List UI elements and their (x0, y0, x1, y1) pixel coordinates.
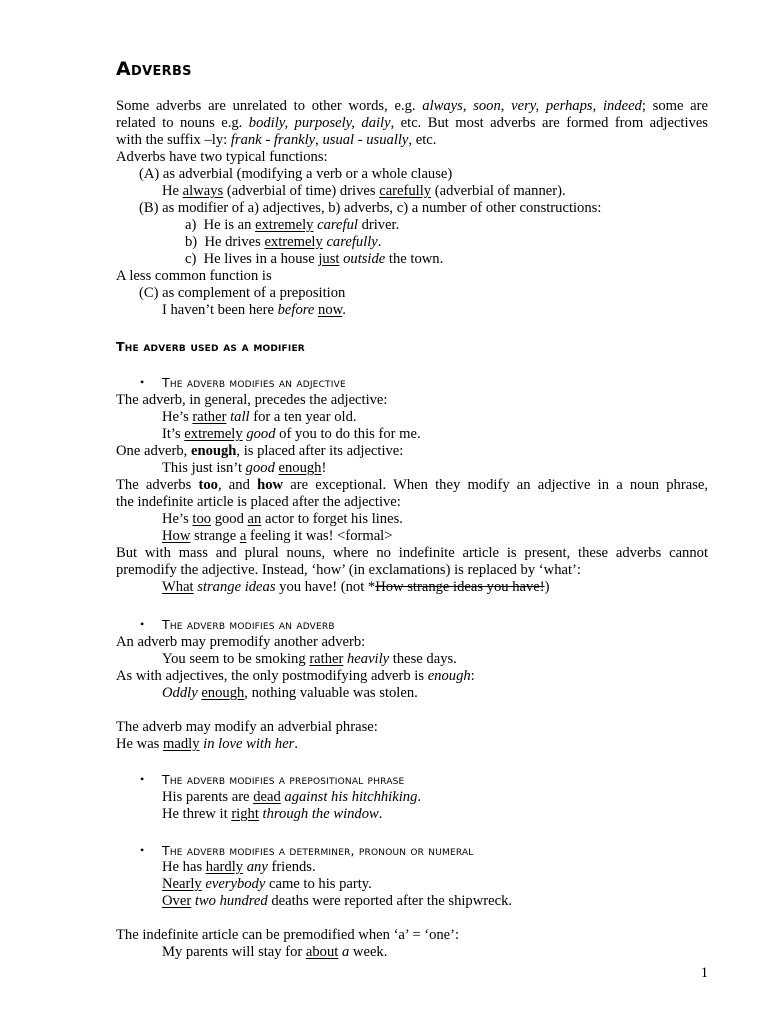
text-line (116, 736, 708, 753)
text-line (116, 149, 708, 166)
underlined-word: right (231, 806, 259, 822)
text-line (162, 944, 708, 961)
italic-text: good (245, 460, 275, 476)
text-run: The indefinite article can be premodified when ‘a’ = ‘one’: (116, 927, 460, 943)
text-run: ! (321, 460, 327, 476)
page-number: 1 (700, 965, 708, 981)
text-run: He (162, 183, 183, 199)
text-line (162, 528, 708, 545)
text-run: . (342, 302, 346, 318)
text-line (162, 651, 708, 668)
section-heading: The adverb modifies a prepositional phrase (162, 772, 405, 787)
struck-text: How strange ideas you have! (375, 579, 545, 595)
text-line (185, 251, 708, 268)
text-line (116, 494, 708, 511)
text-line (116, 562, 708, 579)
text-line (116, 668, 708, 685)
text-line (162, 426, 708, 443)
italic-text: strange ideas (197, 579, 276, 595)
bullet-heading (140, 771, 708, 788)
text-run: ; some are (641, 98, 708, 114)
underlined-word: Nearly (162, 876, 202, 892)
text-line (162, 302, 708, 319)
text-run: He threw it (162, 806, 232, 822)
text-line (162, 460, 708, 477)
underlined-word: madly (163, 736, 200, 752)
bullet-heading (140, 374, 708, 391)
section-heading: The adverb used as a modifier (116, 339, 305, 354)
italic-text: frank - frankly (230, 132, 316, 148)
italic-text: a (341, 944, 350, 960)
italic-text: in love with her (203, 736, 295, 752)
text-run: Some adverbs are unrelated to other words, e.g. (116, 98, 423, 114)
text-run: A less common function is (116, 268, 272, 284)
text-run: Adverbs have two typical functions: (116, 149, 328, 165)
text-run: the town. (385, 251, 444, 267)
section-heading: The adverb modifies an adverb (162, 617, 335, 632)
underlined-word: Over (162, 893, 192, 909)
text-run: c) He lives in a house (185, 251, 319, 267)
text-run: premodify the adjective. Instead, ‘how’ (in exclamations) is replaced by ‘what’: (116, 562, 581, 578)
text-line (162, 893, 708, 910)
italic-text: heavily (347, 651, 390, 667)
italic-text: careful (317, 217, 358, 233)
underlined-word: How (162, 528, 191, 544)
text-line (116, 634, 708, 651)
underlined-word: a (239, 528, 247, 544)
text-line (162, 183, 708, 200)
text-run: (A) as adverbial (modifying a verb or a whole clause) (139, 166, 453, 182)
underlined-word: about (305, 944, 339, 960)
section-heading: The adverb modifies an adjective (162, 375, 346, 390)
text-run: . (417, 789, 422, 805)
text-run: the indefinite article is placed after the adjective: (116, 494, 401, 510)
text-line (162, 511, 708, 528)
text-run: week. (349, 944, 388, 960)
text-run: actor to forget his lines. (261, 511, 403, 527)
text-run: It’s (162, 426, 185, 442)
text-line (116, 477, 708, 494)
text-run: , etc. (408, 132, 437, 148)
underlined-word: extremely (264, 234, 323, 250)
bullet-heading (140, 616, 708, 633)
text-run: ) (544, 579, 550, 595)
bold-word: too (198, 477, 218, 493)
text-line (116, 443, 708, 460)
text-run: He’s (162, 511, 193, 527)
italic-text: Oddly (162, 685, 198, 701)
text-run: are exceptional. When they modify an adjective in a noun phrase, (283, 477, 708, 493)
text-run: with the suffix –ly: (116, 132, 231, 148)
page-title: Adverbs (116, 58, 192, 80)
text-line (116, 98, 708, 115)
text-run: . (377, 234, 382, 250)
underlined-word: an (247, 511, 262, 527)
text-line (116, 338, 708, 355)
bullet-heading (140, 842, 708, 859)
text-run: a) He is an (185, 217, 256, 233)
bold-word: enough (190, 443, 237, 459)
text-run: , (315, 132, 323, 148)
italic-text: tall (230, 409, 250, 425)
underlined-word: hardly (205, 859, 244, 875)
text-line (162, 789, 708, 806)
text-line (116, 927, 708, 944)
text-line (116, 115, 708, 132)
text-run: related to nouns e.g. (116, 115, 249, 131)
text-line (116, 268, 708, 285)
underlined-word: extremely (184, 426, 243, 442)
text-line (162, 806, 708, 823)
italic-text: carefully (326, 234, 378, 250)
text-line (116, 719, 708, 736)
text-run: He has (162, 859, 206, 875)
text-line (162, 859, 708, 876)
text-run: : (470, 668, 475, 684)
bullet-icon: • (140, 772, 145, 786)
text-run: You seem to be smoking (162, 651, 310, 667)
text-line (162, 685, 708, 702)
text-run: The adverbs (116, 477, 199, 493)
italic-text: through the window (262, 806, 379, 822)
underlined-word: always (182, 183, 224, 199)
bullet-icon: • (140, 843, 145, 857)
underlined-word: What (162, 579, 194, 595)
text-run: The adverb may modify an adverbial phrase: (116, 719, 378, 735)
italic-text: outside (343, 251, 386, 267)
text-run: of you to do this for me. (275, 426, 421, 442)
text-run: This just isn’t (162, 460, 246, 476)
italic-text: always, soon, very, perhaps, indeed (422, 98, 642, 114)
text-line (116, 132, 708, 149)
italic-text: usual - usually (322, 132, 409, 148)
text-run: , and (217, 477, 258, 493)
bold-word: how (257, 477, 284, 493)
text-run: good (211, 511, 248, 527)
underlined-word: enough (278, 460, 322, 476)
text-run: , nothing valuable was stolen. (244, 685, 418, 701)
underlined-word: extremely (255, 217, 314, 233)
text-run: He was (116, 736, 164, 752)
text-run: for a ten year old. (249, 409, 357, 425)
text-run: He’s (162, 409, 193, 425)
underlined-word: now (318, 302, 343, 318)
bullet-icon: • (140, 617, 145, 631)
section-heading: The adverb modifies a determiner, pronoun or numeral (162, 843, 474, 858)
text-run: came to his party. (265, 876, 372, 892)
text-run: My parents will stay for (162, 944, 306, 960)
text-run: . (294, 736, 299, 752)
text-run: (B) as modifier of a) adjectives, b) adverbs, c) a number of other constructions: (139, 200, 602, 216)
text-run: His parents are (162, 789, 254, 805)
text-run: (adverbial of manner). (431, 183, 566, 199)
italic-text: good (246, 426, 276, 442)
text-line (162, 409, 708, 426)
underlined-word: just (318, 251, 340, 267)
text-line (139, 200, 708, 217)
text-run: As with adjectives, the only postmodifying adverb is (116, 668, 428, 684)
text-run: driver. (357, 217, 400, 233)
italic-text: everybody (205, 876, 266, 892)
text-run: strange (190, 528, 240, 544)
underlined-word: carefully (379, 183, 432, 199)
text-run: b) He drives (185, 234, 265, 250)
text-run: The adverb, in general, precedes the adjective: (116, 392, 388, 408)
underlined-word: enough (201, 685, 245, 701)
underlined-word: rather (192, 409, 227, 425)
text-run: feeling it was! <formal> (246, 528, 393, 544)
text-line (185, 217, 708, 234)
text-run: I haven’t been here (162, 302, 278, 318)
text-run: , etc. But most adverbs are formed from adjectives (390, 115, 708, 131)
text-run: these days. (389, 651, 457, 667)
text-run: , is placed after its adjective: (236, 443, 404, 459)
text-line (162, 579, 708, 596)
text-line (139, 166, 708, 183)
italic-text: before (277, 302, 315, 318)
italic-text: two hundred (194, 893, 268, 909)
text-run: (C) as complement of a preposition (139, 285, 346, 301)
text-run: But with mass and plural nouns, where no indefinite article is present, these adverbs cannot (116, 545, 708, 561)
underlined-word: dead (253, 789, 281, 805)
underlined-word: too (192, 511, 212, 527)
text-line (185, 234, 708, 251)
bullet-icon: • (140, 375, 145, 389)
text-run: One adverb, (116, 443, 191, 459)
text-run: deaths were reported after the shipwreck. (267, 893, 513, 909)
text-run: you have! (not * (275, 579, 376, 595)
text-run: friends. (267, 859, 316, 875)
italic-text: bodily, purposely, daily (248, 115, 391, 131)
text-run: An adverb may premodify another adverb: (116, 634, 366, 650)
text-run: . (378, 806, 383, 822)
italic-text: enough (427, 668, 471, 684)
italic-text: against his hitchhiking (284, 789, 418, 805)
text-line (116, 392, 708, 409)
underlined-word: rather (309, 651, 344, 667)
text-line (139, 285, 708, 302)
italic-text: any (246, 859, 268, 875)
text-line (162, 876, 708, 893)
text-line (116, 545, 708, 562)
text-run: (adverbial of time) drives (223, 183, 380, 199)
